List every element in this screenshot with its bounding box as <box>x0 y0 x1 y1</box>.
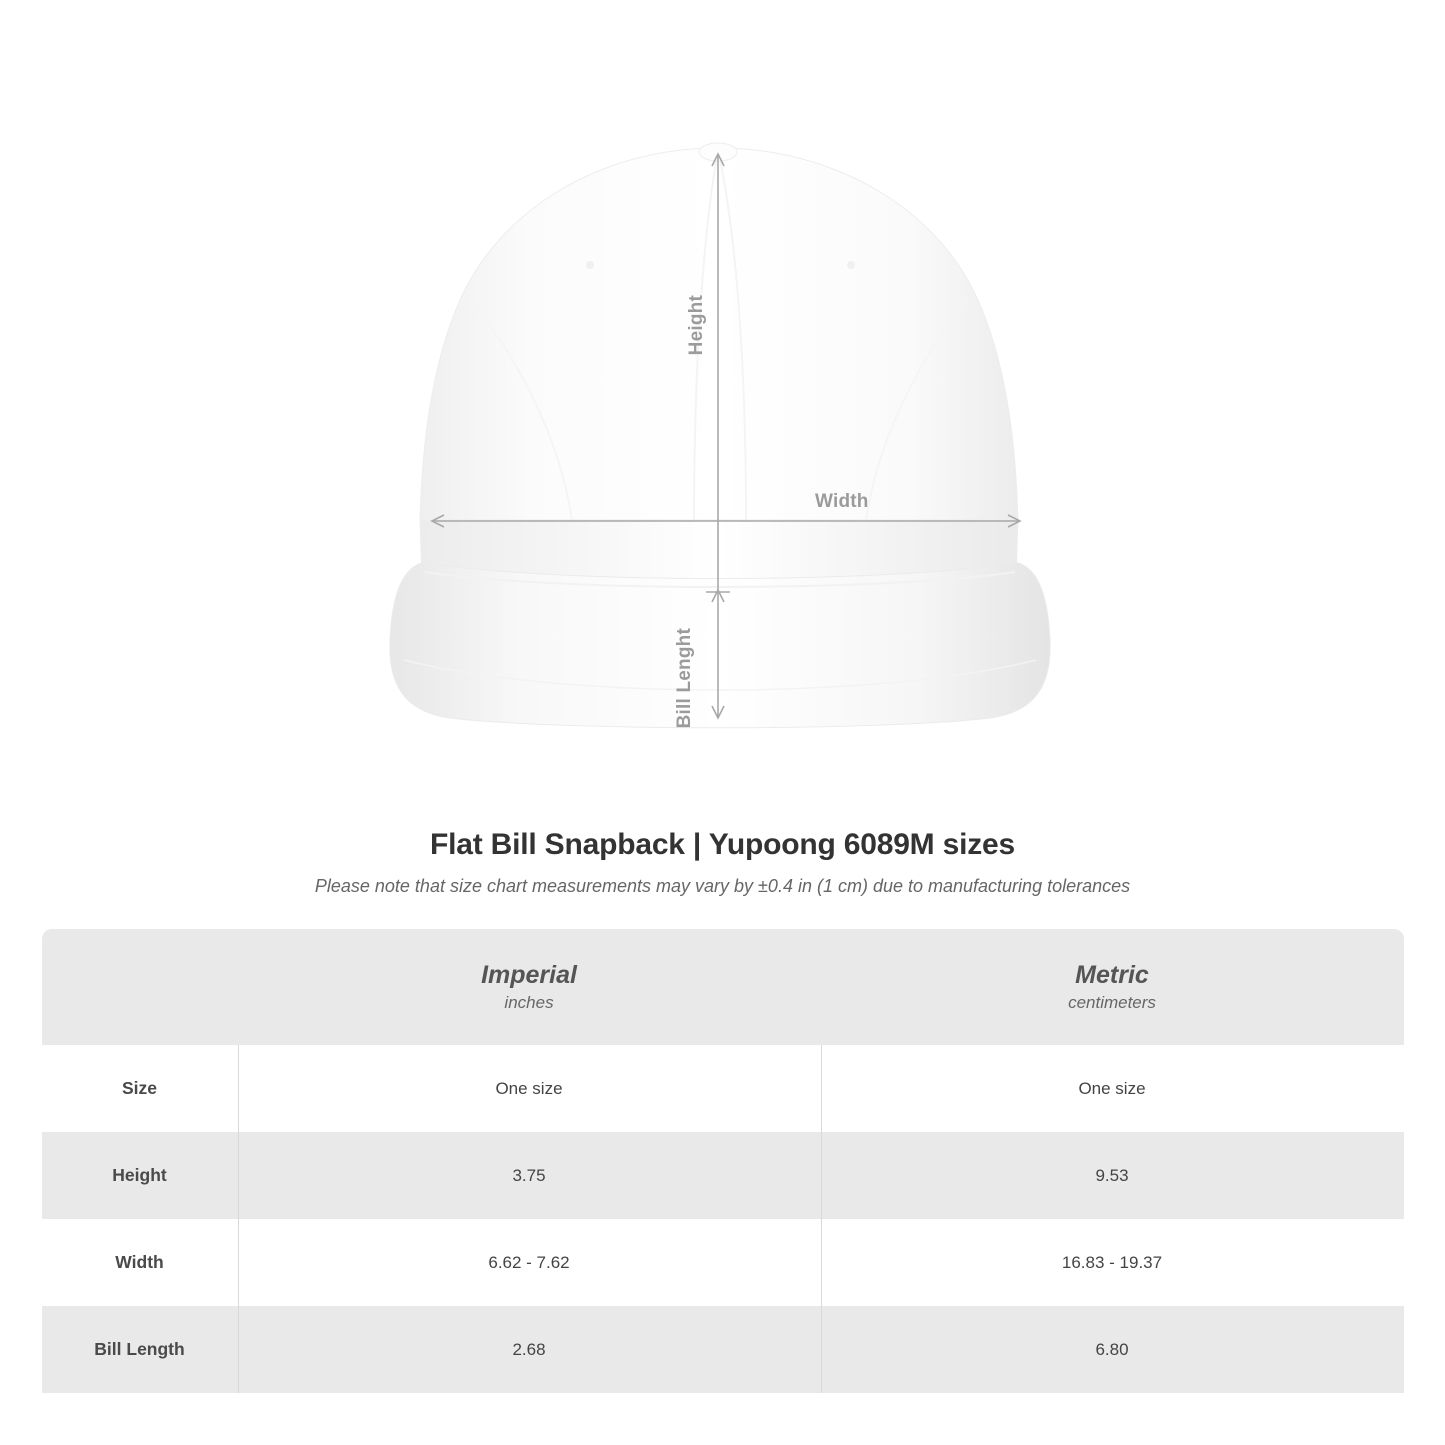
row-size-imperial: One size <box>238 1045 821 1132</box>
header-blank-cell <box>42 929 238 1045</box>
header-imperial-unit: inches <box>504 993 554 1013</box>
page-title: Flat Bill Snapback | Yupoong 6089M sizes <box>429 828 1015 861</box>
row-label-width: Width <box>42 1219 238 1306</box>
table-header-row <box>42 929 1404 1045</box>
row-height-imperial: 3.75 <box>238 1132 821 1219</box>
header-imperial-name: Imperial <box>481 960 577 989</box>
row-label-size: Size <box>42 1045 238 1132</box>
title-block <box>0 800 1445 897</box>
tolerance-note: Please note that size chart measurements may vary by ±0.4 in (1 cm) due to manufacturing tolerances <box>314 876 1131 896</box>
row-width-metric: 16.83 - 19.37 <box>821 1219 1404 1306</box>
height-dimension-label: Height <box>686 295 707 356</box>
header-metric-unit: centimeters <box>1068 993 1156 1013</box>
row-size-metric: One size <box>821 1045 1404 1132</box>
row-width-imperial: 6.62 - 7.62 <box>238 1219 821 1306</box>
table-row <box>42 1132 1404 1219</box>
table-row <box>42 1219 1404 1306</box>
header-metric-cell <box>821 929 1404 1045</box>
row-label-bill-length: Bill Length <box>42 1306 238 1393</box>
table-row <box>42 1306 1404 1393</box>
row-bill-length-metric: 6.80 <box>821 1306 1404 1393</box>
bill-length-label-line1: Bill <box>674 698 695 729</box>
size-table-wrapper <box>42 929 1404 1393</box>
width-dimension-label: Width <box>815 491 869 512</box>
header-metric-name: Metric <box>1075 960 1149 989</box>
row-bill-length-imperial: 2.68 <box>238 1306 821 1393</box>
bill-length-label-line2: Lenght <box>674 628 695 693</box>
row-label-height: Height <box>42 1132 238 1219</box>
bill-length-dimension-label <box>675 628 695 728</box>
table-row <box>42 1045 1404 1132</box>
size-table <box>42 929 1404 1393</box>
header-imperial-cell <box>238 929 821 1045</box>
row-height-metric: 9.53 <box>821 1132 1404 1219</box>
